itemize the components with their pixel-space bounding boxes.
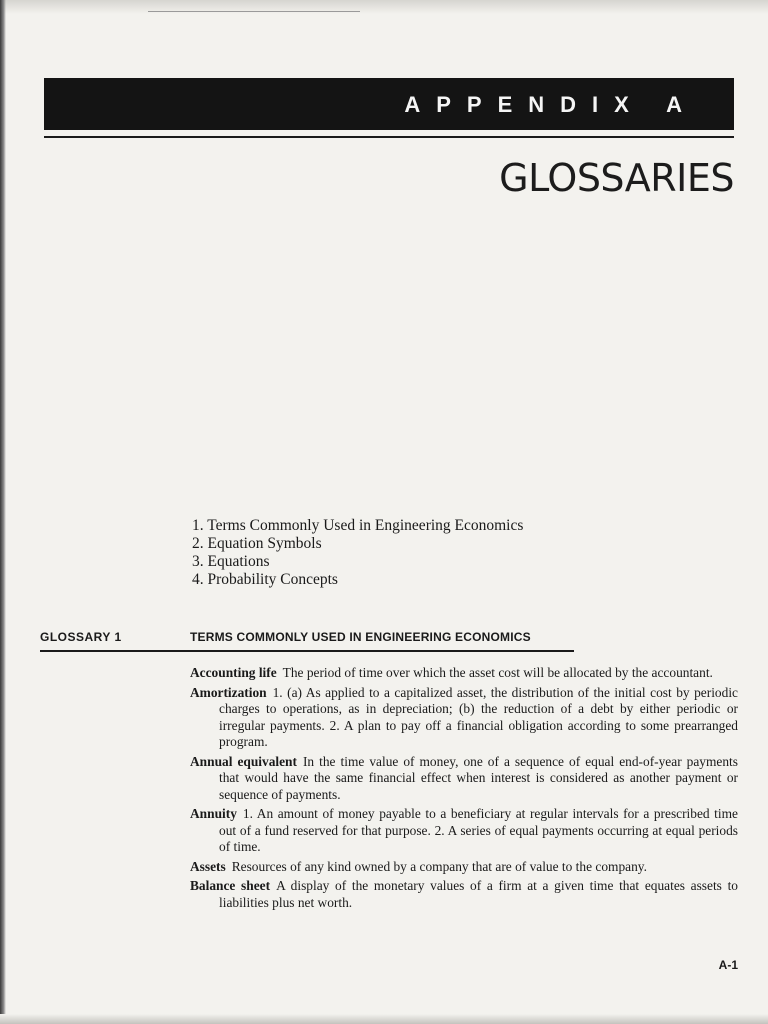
glossary-list [190, 665, 738, 914]
glossary-term: Annuity [190, 806, 237, 821]
toc-item: 4. Probability Concepts [192, 571, 338, 588]
glossary-definition: In the time value of money, one of a sequence of equal end-of-year payments that would have the same financial effect when interest is considered as another payment or sequence of payments. [219, 753, 738, 802]
toc-item: 1. Terms Commonly Used in Engineering Economics [192, 517, 524, 534]
glossary-definition: A display of the monetary values of a firm at a given time that equates assets to liabilities plus net worth. [219, 878, 738, 910]
glossary-term: Balance sheet [190, 878, 271, 893]
glossary-entry [190, 685, 738, 751]
glossary-entry [190, 754, 738, 804]
page-top-edge [0, 0, 768, 14]
glossary-section-tag: GLOSSARY 1 [40, 630, 122, 644]
top-stray-line [148, 11, 360, 12]
glossary-term: Annual equivalent [190, 753, 297, 769]
glossary-entry [190, 878, 738, 911]
glossary-term: Assets [190, 858, 226, 874]
appendix-banner [44, 78, 734, 130]
glossary-term: Amortization [190, 684, 267, 700]
chapter-title: GLOSSARIES [499, 156, 734, 200]
glossary-entry [190, 806, 738, 856]
appendix-banner-text: APPENDIX A [404, 92, 698, 117]
glossary-section-heading: TERMS COMMONLY USED IN ENGINEERING ECONOMICS [190, 630, 531, 644]
book-spine-shadow [0, 0, 6, 1024]
glossary-definition: The period of time over which the asset cost will be allocated by the accountant. [282, 665, 713, 680]
page-number: A-1 [718, 958, 738, 972]
glossary-definition: 1. An amount of money payable to a beneficiary at regular intervals for a prescribed time out of a fund reserved for that purpose. 2. A series of equal payments occurring at equal periods of time. [219, 806, 738, 854]
toc-item: 3. Equations [192, 553, 270, 570]
page-bottom-edge [0, 1014, 768, 1024]
glossary-entry [190, 859, 738, 876]
glossary-term: Accounting life [190, 665, 277, 680]
glossary-definition: Resources of any kind owned by a company that are of value to the company. [231, 858, 647, 874]
glossary-entry [190, 665, 738, 682]
glossary-definition: 1. (a) As applied to a capitalized asset, the distribution of the initial cost by periodic charges to operations, as in depreciation; (b) the reduction of a debt by either periodic or irregular payments. 2. A plan to pay off a financial obligation according to some prearranged program. [219, 684, 738, 749]
banner-rule [44, 136, 734, 138]
toc-item: 2. Equation Symbols [192, 535, 322, 552]
table-of-contents [192, 517, 523, 589]
section-rule [40, 650, 574, 652]
